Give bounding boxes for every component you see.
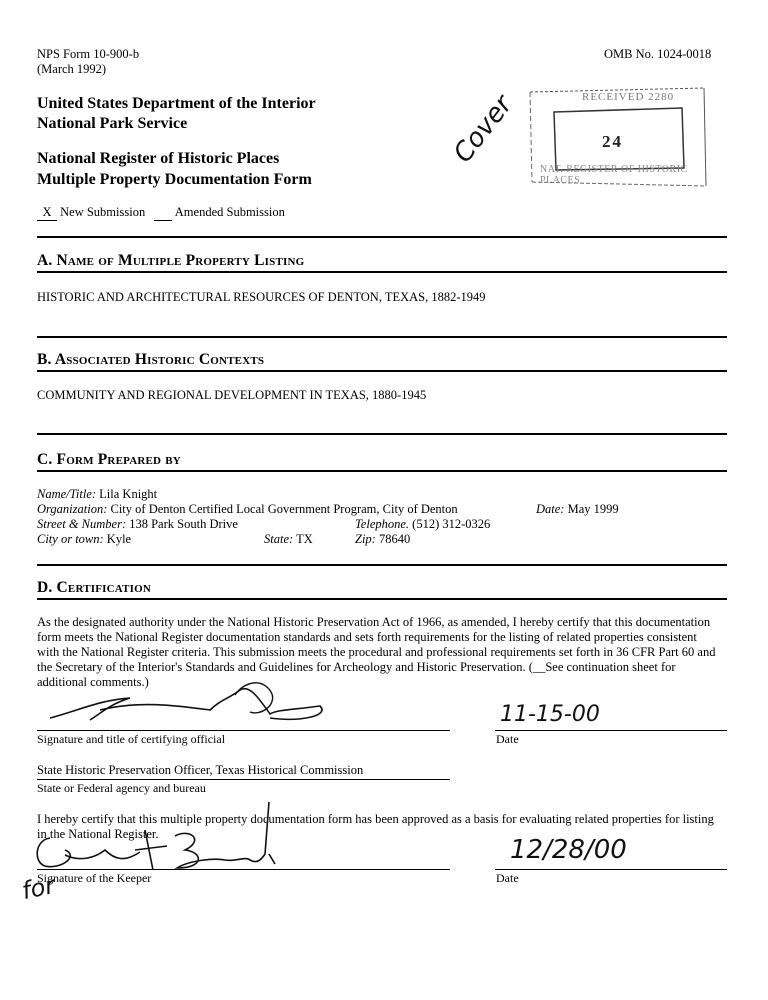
section-a-heading: A. Name of Multiple Property Listing — [37, 252, 305, 269]
official-date-label: Date — [496, 732, 519, 746]
keeper-signature-line — [37, 869, 450, 870]
stamp-received-text: RECEIVED 2280 — [582, 91, 675, 103]
street-value: 138 Park South Drive — [129, 517, 238, 531]
section-b-heading: B. Associated Historic Contexts — [37, 351, 265, 368]
amended-submission-label: Amended Submission — [174, 205, 285, 219]
official-signature-line — [37, 730, 450, 731]
officer-title: State Historic Preservation Officer, Texas Historical Commission — [37, 763, 364, 777]
certification-line: the Secretary of the Interior's Standards and Guidelines for Archeology and Historic Preservation. (__See continuation sheet for — [37, 660, 676, 674]
certification-line: with the National Register criteria. This submission meets the procedural and professional requirements set forth in 36 CFR Part 60 and — [37, 645, 716, 659]
new-submission-label: New Submission — [60, 205, 146, 219]
official-signature-icon — [40, 670, 340, 732]
section-a-heading-rule — [37, 271, 727, 273]
form-title-line1: National Register of Historic Places — [37, 150, 280, 167]
amended-submission-blank — [154, 205, 172, 221]
street-label: Street & Number: — [37, 517, 127, 531]
state-row — [264, 532, 313, 547]
omb-number: OMB No. 1024-0018 — [604, 47, 712, 61]
zip-value: 78640 — [378, 532, 411, 546]
handwritten-date-1: 11-15-00 — [500, 702, 600, 727]
handwritten-keeper-mark: for — [19, 870, 58, 906]
organization-label: Organization: — [37, 502, 108, 516]
name-title-value: Lila Knight — [99, 487, 158, 501]
property-listing-name: HISTORIC AND ARCHITECTURAL RESOURCES OF DENTON, TEXAS, 1882-1949 — [37, 290, 486, 304]
form-number: NPS Form 10-900-b — [37, 47, 140, 61]
keeper-line: in the National Register. — [37, 827, 159, 841]
section-a-top-rule — [37, 236, 727, 238]
prepared-date-row — [536, 502, 619, 517]
keeper-line: I hereby certify that this multiple property documentation form has been approved as a basis for evaluating related properties for listing — [37, 812, 714, 826]
keeper-signature-label: Signature of the Keeper — [37, 871, 152, 885]
certification-line: additional comments.) — [37, 675, 149, 689]
agency-line — [37, 779, 450, 780]
service-title: National Park Service — [37, 115, 188, 132]
section-d-heading: D. Certification — [37, 579, 152, 596]
section-b-top-rule — [37, 336, 727, 338]
certification-line: form meets the National Register documentation standards and sets forth requirements for the listing of related properties consistent — [37, 630, 697, 644]
certification-line: As the designated authority under the National Historic Preservation Act of 1966, as amended, I hereby certify that this documentation — [37, 615, 711, 629]
city-label: City or town: — [37, 532, 104, 546]
city-value: Kyle — [106, 532, 132, 546]
form-date: (March 1992) — [37, 62, 107, 76]
handwritten-cover: Cover — [448, 90, 519, 169]
prepared-date-label: Date: — [536, 502, 565, 516]
official-date-line — [495, 730, 727, 731]
name-title-label: Name/Title: — [37, 487, 97, 501]
telephone-value: (512) 312-0326 — [412, 517, 491, 531]
section-d-top-rule — [37, 564, 727, 566]
official-signature-label: Signature and title of certifying official — [37, 732, 226, 746]
submission-type — [37, 205, 285, 221]
organization-value: City of Denton Certified Local Government Program, City of Denton — [110, 502, 458, 516]
section-b-heading-rule — [37, 370, 727, 372]
new-submission-mark: X — [37, 205, 57, 221]
telephone-label: Telephone. — [355, 517, 410, 531]
section-c-heading: C. Form Prepared by — [37, 451, 181, 468]
zip-row — [355, 532, 410, 547]
organization-row — [37, 502, 458, 517]
section-c-heading-rule — [37, 470, 727, 472]
historic-contexts-value: COMMUNITY AND REGIONAL DEVELOPMENT IN TEXAS, 1880-1945 — [37, 388, 427, 402]
zip-label: Zip: — [355, 532, 376, 546]
received-stamp — [522, 86, 708, 198]
keeper-date-label: Date — [496, 871, 519, 885]
city-row — [37, 532, 131, 547]
state-label: State: — [264, 532, 294, 546]
stamp-footer: NAT. REGISTER OF HISTORIC PLACES — [540, 164, 688, 186]
telephone-row — [355, 517, 490, 532]
stamp-day: 24 — [602, 132, 623, 151]
keeper-signature-icon — [25, 800, 305, 880]
prepared-date-value: May 1999 — [567, 502, 619, 516]
section-d-heading-rule — [37, 598, 727, 600]
keeper-date-line — [495, 869, 727, 870]
street-row — [37, 517, 238, 532]
name-title-row — [37, 487, 157, 502]
handwritten-date-2: 12/28/00 — [510, 835, 627, 865]
section-c-top-rule — [37, 433, 727, 435]
agency-label: State or Federal agency and bureau — [37, 781, 206, 795]
state-value: TX — [296, 532, 313, 546]
form-title-line2: Multiple Property Documentation Form — [37, 171, 312, 188]
department-title: United States Department of the Interior — [37, 95, 316, 112]
